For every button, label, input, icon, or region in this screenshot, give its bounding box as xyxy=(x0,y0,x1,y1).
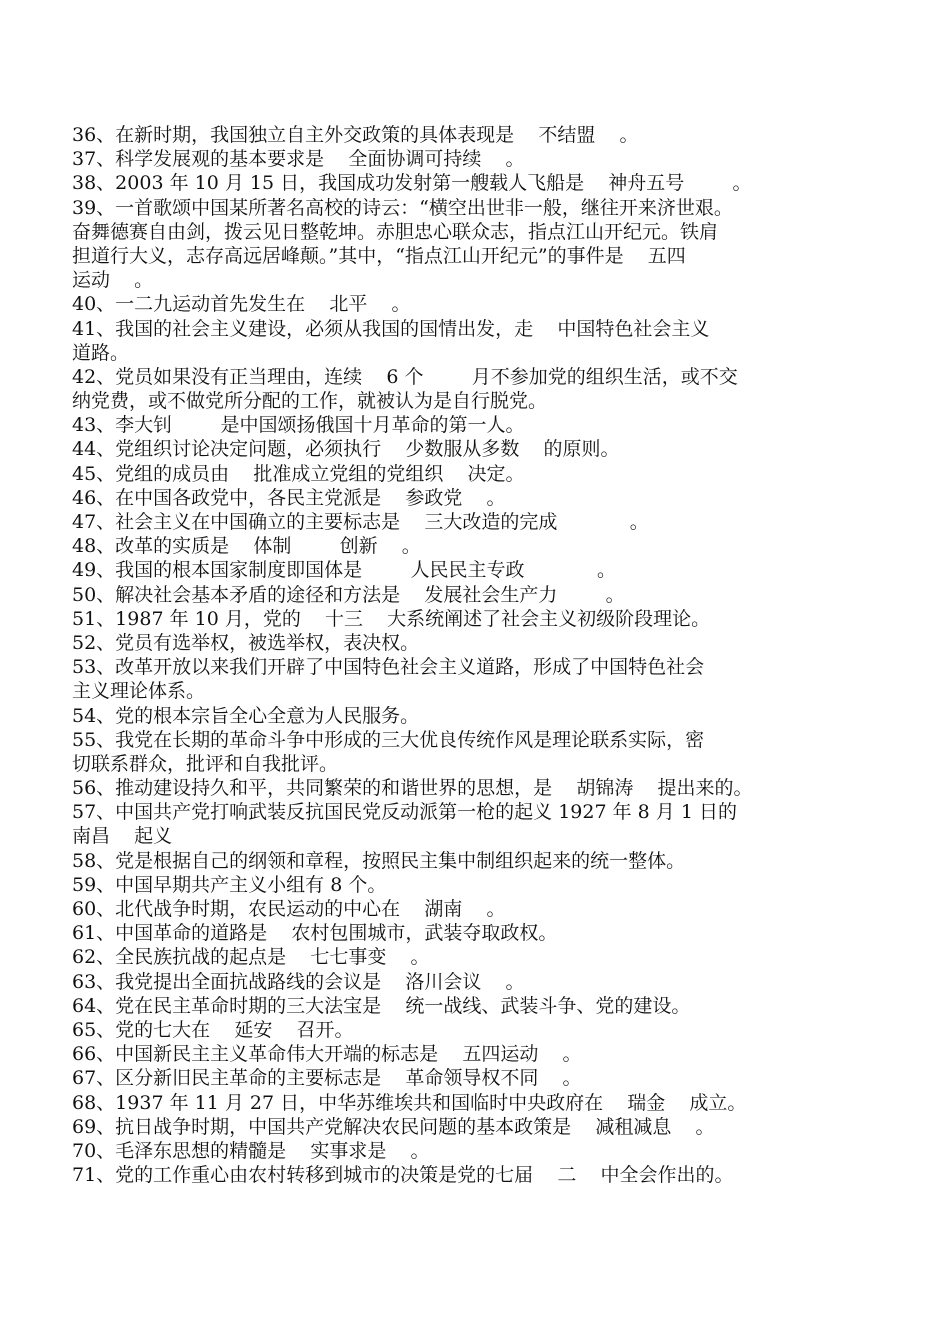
text-line: 46、在中国各政党中，各民主党派是 参政党 。 xyxy=(72,486,506,509)
text-line: 42、党员如果没有正当理由，连续 6 个 月不参加党的组织生活，或不交 xyxy=(72,365,738,388)
text-line: 62、全民族抗战的起点是 七七事变 。 xyxy=(72,946,430,969)
text-line: 64、党在民主革命时期的三大法宝是 统一战线、武装斗争、党的建设。 xyxy=(72,994,691,1017)
text-line: 59、中国早期共产主义小组有 8 个。 xyxy=(72,873,387,896)
text-line: 49、我国的根本国家制度即国体是 人民民主专政 。 xyxy=(72,559,616,582)
text-line: 41、我国的社会主义建设，必须从我国的国情出发，走 中国特色社会主义 xyxy=(72,317,710,340)
text-line: 运动 。 xyxy=(72,269,154,292)
text-line: 66、中国新民主主义革命伟大开端的标志是 五四运动 。 xyxy=(72,1043,582,1066)
text-line: 36、在新时期，我国独立自主外交政策的具体表现是 不结盟 。 xyxy=(72,124,639,146)
text-line: 70、毛泽东思想的精髓是 实事求是 。 xyxy=(72,1139,430,1162)
text-line: 58、党是根据自己的纲领和章程，按照民主集中制组织起来的统一整体。 xyxy=(72,849,686,872)
text-line: 53、改革开放以来我们开辟了中国特色社会主义道路，形成了中国特色社会 xyxy=(72,656,705,679)
text-line: 切联系群众，批评和自我批评。 xyxy=(72,752,339,775)
document-body xyxy=(72,123,832,1187)
text-line: 45、党组的成员由 批准成立党组的党组织 决定。 xyxy=(72,462,525,485)
text-line: 道路。 xyxy=(72,341,130,364)
text-line: 56、推动建设持久和平，共同繁荣的和谐世界的思想，是 胡锦涛 提出来的。 xyxy=(72,777,753,800)
text-line: 55、我党在长期的革命斗争中形成的三大优良传统作风是理论联系实际，密 xyxy=(72,728,705,751)
text-line: 54、党的根本宗旨全心全意为人民服务。 xyxy=(72,704,420,727)
text-line: 48、改革的实质是 体制 创新 。 xyxy=(72,535,421,558)
text-line: 63、我党提出全面抗战路线的会议是 洛川会议 。 xyxy=(72,970,525,993)
text-line: 51、1987 年 10 月，党的 十三 大系统阐述了社会主义初级阶段理论。 xyxy=(72,607,711,630)
text-line: 奋舞德赛自由剑，拨云见日整乾坤。赤胆忠心联众志，指点江山开纪元。铁肩 xyxy=(72,220,719,243)
text-line: 50、解决社会基本矛盾的途径和方法是 发展社会生产力 。 xyxy=(72,583,625,606)
text-line: 69、抗日战争时期，中国共产党解决农民问题的基本政策是 减租减息 。 xyxy=(72,1115,715,1138)
text-line: 主义理论体系。 xyxy=(72,680,206,703)
text-line: 52、党员有选举权，被选举权，表决权。 xyxy=(72,631,420,654)
text-line: 71、党的工作重心由农村转移到城市的决策是党的七届 二 中全会作出的。 xyxy=(72,1164,734,1187)
text-line: 39、一首歌颂中国某所著名高校的诗云：“横空出世非一般，继往开来济世艰。 xyxy=(72,196,733,219)
text-line: 南昌 起义 xyxy=(72,825,173,848)
text-line: 40、一二九运动首先发生在 北平 。 xyxy=(72,293,411,316)
text-line: 67、区分新旧民主革命的主要标志是 革命领导权不同 。 xyxy=(72,1067,582,1090)
text-line: 65、党的七大在 延安 召开。 xyxy=(72,1018,354,1041)
text-line: 57、中国共产党打响武装反抗国民党反动派第一枪的起义 1927 年 8 月 1 日的 xyxy=(72,801,737,824)
text-line: 37、科学发展观的基本要求是 全面协调可持续 。 xyxy=(72,148,525,171)
text-line: 60、北代战争时期，农民运动的中心在 湖南 。 xyxy=(72,898,506,920)
text-line: 61、中国革命的道路是 农村包围城市，武装夺取政权。 xyxy=(72,922,558,945)
text-line: 68、1937 年 11 月 27 日，中华苏维埃共和国临时中央政府在 瑞金 成立。 xyxy=(72,1091,747,1114)
text-line: 担道行大义，志存高远居峰颠。”其中，“指点江山开纪元”的事件是 五四 xyxy=(72,244,686,267)
text-line: 纳党费，或不做党所分配的工作，就被认为是自行脱党。 xyxy=(72,390,548,413)
text-line: 44、党组织讨论决定问题，必须执行 少数服从多数 的原则。 xyxy=(72,438,620,461)
text-line: 38、2003 年 10 月 15 日，我国成功发射第一艘载人飞船是 神舟五号 。 xyxy=(72,172,752,195)
text-line: 47、社会主义在中国确立的主要标志是 三大改造的完成 。 xyxy=(72,511,649,533)
text-line: 43、李大钊 是中国颂扬俄国十月革命的第一人。 xyxy=(72,414,525,437)
